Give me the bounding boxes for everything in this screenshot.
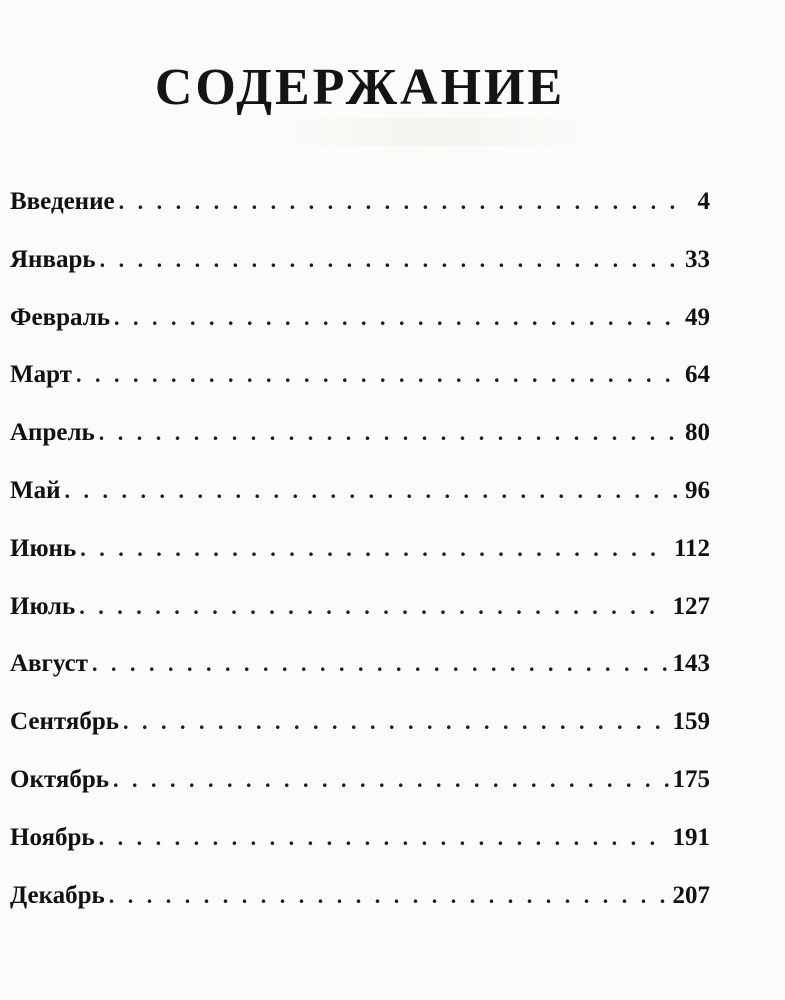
dot-leader [100,247,678,273]
toc-entry-page: 112 [673,534,710,562]
toc-entry-label: Июль [10,592,76,620]
dot-leader [119,189,678,215]
toc-entry[interactable] [10,766,710,824]
toc-entry-label: Декабрь [10,881,105,909]
toc-entry[interactable] [10,882,710,940]
toc-entry-page: 191 [672,823,710,851]
toc-entry-page: 159 [672,708,710,736]
toc-entry-label: Февраль [10,303,110,331]
toc-entry-page: 143 [672,650,710,678]
toc-entry[interactable] [10,188,710,246]
toc-entry-label: Ноябрь [10,823,95,851]
toc-entry[interactable] [10,708,710,766]
dot-leader [114,305,678,331]
toc-entry-page: 127 [672,592,710,620]
toc-entry-label: Август [10,650,89,678]
show-through-text [285,118,585,146]
toc-entry-page: 4 [697,188,710,215]
toc-entry[interactable] [10,419,710,477]
page-title: СОДЕРЖАНИЕ [154,59,566,116]
toc-entry-label: Октябрь [10,765,109,793]
table-of-contents [10,188,710,939]
toc-entry[interactable] [10,246,710,304]
toc-entry[interactable] [10,824,710,882]
toc-entry[interactable] [10,304,710,362]
dot-leader [79,594,668,620]
dot-leader [113,767,669,793]
toc-entry-page: 175 [672,765,710,793]
dot-leader [92,651,668,677]
dot-leader [65,478,678,504]
toc-entry-page: 80 [685,419,710,447]
toc-entry-label: Сентябрь [10,708,119,736]
toc-entry-page: 96 [685,476,710,504]
toc-entry-label: Июнь [10,534,77,562]
toc-entry[interactable] [10,593,710,651]
dot-leader [99,825,669,851]
dot-leader [76,362,678,388]
dot-leader [99,420,678,446]
toc-entry-label: Март [10,361,72,389]
dot-leader [109,883,669,909]
toc-entry-label: Введение [10,188,115,215]
dot-leader [123,709,669,735]
toc-entry-page: 64 [685,361,710,389]
toc-entry-page: 49 [685,303,710,331]
dot-leader [80,536,670,562]
toc-entry[interactable] [10,477,710,535]
toc-entry-label: Январь [10,245,96,273]
toc-entry[interactable] [10,535,710,593]
toc-entry-label: Апрель [10,419,95,447]
toc-entry-page: 207 [672,881,710,909]
toc-entry[interactable] [10,361,710,419]
toc-entry-label: Май [10,476,61,504]
toc-entry[interactable] [10,650,710,708]
toc-entry-page: 33 [685,245,710,273]
